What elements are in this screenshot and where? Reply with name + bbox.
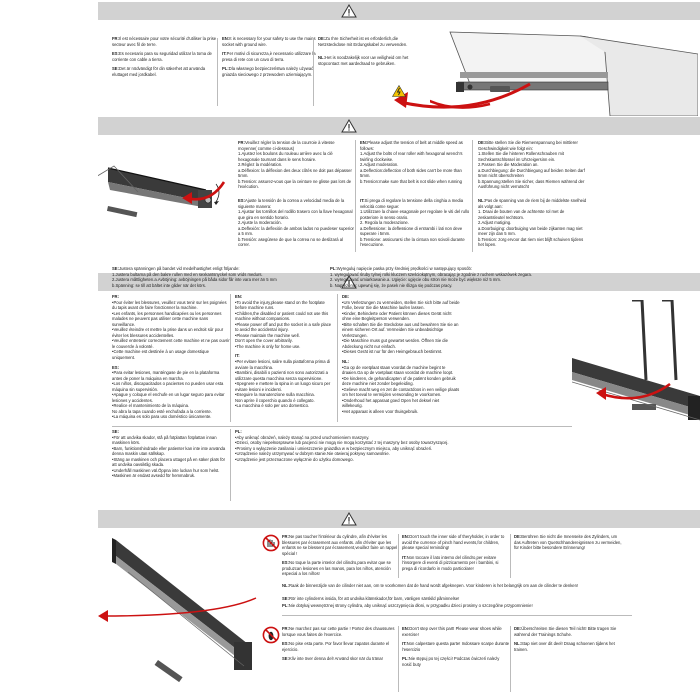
instruction-text: 2.Adjust matiging.	[478, 220, 512, 226]
instruction-text: Überschreiten Sie diesen Teil nicht! Bitte tragen Sie während der Trainings Schuhe.	[514, 626, 617, 637]
language-label: IT:	[360, 198, 365, 203]
instruction-text: •Urządzenie jest przeznaczone wyłącznie do użytku domowego.	[235, 456, 354, 462]
instruction-text: 1.Ajustez les boulons du rouleau arrière avec la clé hexagonale tournant dans le sens horaire.	[238, 151, 333, 162]
instruction-text: Veuillez régler la tension de la courroie à vitesse moyenne( comme ci-dessous)	[238, 140, 335, 151]
instruction-text: •De kinderen, de gehandicapten of de patiënt konden gebruik deze machine niet zonder begeleiding.	[342, 375, 456, 387]
s4-se2	[282, 656, 400, 662]
s4-fr2	[282, 626, 400, 637]
language-label: IT:	[235, 353, 240, 359]
instruction-text: •Children,the disabled or patient could not use this machine without companions.	[235, 310, 329, 322]
s3-col-3	[342, 294, 460, 418]
language-label: EN:	[222, 36, 230, 41]
instruction-text: 1.Utilizzare la chiave esagonale per regolare le viti del rullo posteriore in senso orario.	[360, 209, 470, 220]
instruction-text: •Underhåll maskinen väl.Öppna inte luckan hur som helst.	[112, 467, 220, 473]
instruction-text: b.Spänning: se till att bältet inte glider när det körs.	[112, 282, 207, 288]
instruction-text: a.Doorbuiging: doorbuiging van beide zijkanten mag niet meer zijn dan 5 mm.	[478, 225, 583, 237]
instruction-text: •Kinder, Behinderte oder Patient können dieses Gerät nicht ohne eine Begleitperson verwenden.	[342, 310, 452, 322]
language-label: SE:	[282, 656, 289, 662]
instruction-text: 1.Justera bultarna på den bakre rullen med en sexkantsnyckel som vrids medurs.	[112, 271, 263, 277]
instruction-text: Bitte stellen Sie die Riemenspannung bei mittlerer Geschwindigkeit wie folgt ein:	[478, 140, 578, 151]
instruction-text: Il est nécessaire pour votre sécurité d'utiliser la prise secteur avec fil de terre.	[112, 36, 217, 47]
instruction-text: Dla własnego bezpieczeństwa należy używać gniazda sieciowego z przewodem uziemiającym.	[222, 66, 314, 77]
s1-col-1	[112, 36, 220, 81]
s3-col-2	[235, 294, 335, 413]
language-label: FR:	[112, 36, 119, 41]
s3-it	[235, 353, 335, 408]
instruction-text: Wyreguluj napięcie paska przy średniej prędkości w następujący sposób:	[336, 266, 472, 271]
s4-it2	[402, 641, 510, 652]
instruction-text: It is necessary for your safety to use the mains socket with ground wire.	[222, 36, 316, 47]
s3-pl	[235, 429, 575, 462]
s2-en	[360, 140, 472, 184]
language-label: EN:	[235, 294, 243, 299]
s2-col-3	[478, 140, 590, 194]
language-label: DE:	[478, 140, 486, 145]
instruction-text: 2. Regola la moderazione.	[360, 220, 409, 226]
instruction-text: Es necesario para su seguridad utilizar la toma de corriente con cable a tierra.	[112, 51, 212, 62]
instruction-text: Zu Ihre Sicherheit ist es erforderlich,die Netzsteckdose mit Erdungskabel zu verwenden.	[318, 36, 408, 47]
s2-se	[112, 266, 327, 288]
language-label: EN:	[360, 140, 368, 145]
instruction-text: Don't open the cover arbitrarily.	[235, 338, 293, 344]
instruction-text: 1. Draai de bouten van de achterste rol met de zeskantsleutel rechtsom.	[478, 209, 565, 220]
instruction-text: •Apague y coloque el enchufe en un lugar seguro para evitar lesiones y accidentes.	[112, 392, 225, 403]
instruction-text: •Stäng av maskinen och placera uttaget på en säker plats för att undvika oavsiktlig skada.	[112, 456, 225, 468]
s4-col-2	[402, 534, 510, 575]
s3-de	[342, 294, 460, 355]
language-label: IT:	[222, 51, 227, 57]
s2-de	[478, 140, 590, 190]
language-label: NL:	[514, 641, 521, 647]
instruction-text: •Barn, funktionshindrade eller patienter kan inte inte använda denna maskin utan sällskap.	[112, 445, 226, 457]
language-label: ES:	[282, 560, 289, 566]
instruction-text: Don't step over this part! Please wear shoes while exercise!	[402, 626, 502, 637]
instruction-text: •Aby uniknąć obrażeń, należy stanąć na przed uruchomieniem maszyny.	[235, 434, 370, 440]
instruction-text: 1. wyregulować śruby tylnej rolki kluczem sześciokątnym, obracając je zgodnie z ruchem wskazówek zegara.	[330, 271, 533, 277]
language-label: EN:	[402, 626, 410, 631]
instruction-text: •Onderhoud het apparaat goed Open het deksel niet willekeurig.	[342, 397, 440, 409]
s4-col-1	[282, 534, 400, 581]
s3-nl	[342, 359, 460, 414]
instruction-text: •Pour éviter les blessures, veuillez vous tenir sur les poignées du tapis avant de faire fonctionner la machine.	[112, 299, 227, 311]
language-label: SE:	[282, 596, 289, 601]
instruction-text: 2.Réglez la modération.	[238, 162, 283, 168]
language-label: PL:	[235, 429, 242, 434]
warning-band-4	[98, 510, 700, 528]
instruction-text: Raak de binnenzijde van de cilinder niet aan, om te voorkomen dat de hand wordt afgeknepen. Voor kinderen is het belangrijk om aan de cilinder te denken!	[288, 583, 579, 588]
language-label: DE:	[514, 626, 522, 631]
instruction-text: Don't touch the inner side of theryholder, in order to avoid the currence of pinch hand events,for children, please special reminding!	[402, 534, 505, 551]
warning-band-2	[98, 117, 700, 135]
instruction-text: •Veuillez entretenir correctement cette machine et ne pas ouvrir le couvercle à volonté.	[112, 338, 230, 349]
instruction-text: 1.Adjust the bolts of rear roller with hexagonal wrench's twirling clockwise.	[360, 151, 463, 162]
instruction-text: b.Tension: zorg ervoor dat riem niet blijft schuiven tijdens het lopen.	[478, 236, 584, 248]
instruction-text: Non toccare il lato interno del cilindro,per evitare l'insorgere di eventi di pizzicamento per i bambini, si prega di ricordarlo in modo particolare!	[402, 554, 499, 571]
instruction-text: •Um Verletzungen zu vermeiden, stellen Sie sich bitte auf beide Füße, bevor Sie die Maschine laufen lassen.	[342, 299, 460, 311]
instruction-text: 2.Adjust moderation.	[360, 162, 399, 168]
instruction-text: a.Durchbiegung: die Durchbiegung auf beiden Seiten darf 5mm nicht überschreiten	[478, 167, 585, 179]
instruction-text: •Prosimy o wyłączenie zasilania i umieszczenie gniazdka w w bezpiecznym miejscu, aby uniknąć obrażeń.	[235, 445, 433, 451]
instruction-text: Justera spänningen på bandet vid medelhastighet enligt följande:	[118, 266, 240, 271]
instruction-text: a.Deflection:deflection of both sides can't be more than 5mm.	[360, 167, 462, 179]
language-label: EN:	[402, 534, 410, 539]
language-label: FR:	[282, 626, 289, 631]
red-arrow-1	[380, 78, 550, 118]
instruction-text: •Les enfants, les personnes handicapées ou les personnes malades ne peuvent pas utiliser cette machine sans surveillance.	[112, 310, 222, 327]
s1-col-3	[318, 36, 414, 70]
s4-en1	[402, 534, 510, 551]
s3-se	[112, 429, 227, 479]
instruction-text: a.Deflessione: la deflessione di entrambi i lati non deve superare i 5mm.	[360, 225, 463, 237]
warning-triangle-icon	[341, 511, 357, 527]
s3-col-1	[112, 294, 230, 424]
instruction-text: Pas de spanning van de riem bij de middelste snelheid als volgt aan:	[478, 198, 587, 209]
instruction-text: 2.Justera måttligheten.a.Avböjning: avböjningen på båda sidor får inte vara mer än 5 mm	[112, 277, 277, 283]
instruction-text: Kliv inte över denna del! Använd skor när du tränar	[288, 656, 384, 662]
s2-col-1	[238, 140, 354, 194]
instruction-text: •Spegnere e mettere la spina in un luogo sicuro per evitare lesioni e incidenti.	[235, 381, 331, 392]
instruction-text: 2.Ajuste la moderación.	[238, 220, 282, 226]
s4-se1	[282, 596, 662, 602]
s4-fr1	[282, 534, 400, 556]
instruction-text: •Please maintain the machine well.	[235, 332, 300, 338]
instruction-text: Het is noodzakelijk voor uw veiligheid om het stopcontact met aardedraad te gebruiken.	[318, 55, 409, 66]
language-label: ES:	[282, 641, 289, 647]
language-label: NL:	[282, 583, 289, 588]
warning-triangle-icon	[341, 118, 357, 134]
instruction-text: •Eseguire la manutenzione sulla macchina.	[235, 392, 315, 398]
instruction-text: b.Tension:make sure that belt is not slide when running	[360, 178, 462, 184]
s1-col-2	[222, 36, 318, 81]
red-arrow-2	[180, 174, 230, 210]
instruction-text: •För att undvika skador, stå på fotplattan fotplattan innan maskinen körs.	[112, 434, 217, 446]
s2-col-2	[360, 140, 472, 188]
s4-es1	[282, 560, 400, 577]
instruction-text: •Bitte schalten Sie die Steckdose aus und bewahren Sie sie an einem sicheren Ort auf. Vermeiden Sie unbeabsichtige Verletzungen.	[342, 321, 459, 338]
language-label: DE:	[318, 36, 326, 41]
instruction-text: 1.Ajustar los tornillos del rodillo trasero con la llave hexagonal que gira en sentido horario.	[238, 209, 353, 220]
instruction-text: •Ga op de voetplaat staan voordat de machine begint te draaien.Ga op de voetplaat staan voordat de machine loopt.	[342, 364, 454, 376]
s2-fr	[238, 140, 354, 190]
instruction-text: Det är nödvändigt för din säkerhet att använda eluttaget med jordkabel.	[112, 66, 206, 77]
s2-it	[360, 198, 472, 248]
red-arrow-4	[96, 594, 266, 628]
language-label: NL:	[318, 55, 325, 61]
instruction-text: Non aprire il coperchio quando è collegato.	[235, 397, 315, 403]
language-label: DE:	[514, 534, 522, 539]
instruction-text: •La macchina è solo per uso domestico.	[235, 403, 310, 409]
s1-pl	[222, 66, 318, 77]
s4-es2	[282, 641, 400, 652]
instruction-text: Per motivi di sicurezza,è necessario utilizzare la presa di rete con un cavo di terra.	[222, 51, 316, 62]
instruction-text: •Los niños, discapacitados o pacientes no pueden usar esta máquina sin supervisión.	[112, 381, 224, 392]
instruction-text: Si prega di regolare la tensione della cinghia a media velocità come segue:	[360, 198, 464, 209]
instruction-text: No pise esta parte. Por favor llevar zapatos durante el ejercicio.	[282, 641, 390, 652]
s4-de2	[514, 626, 624, 637]
language-label: DE:	[342, 294, 350, 299]
language-label: ES:	[112, 364, 119, 370]
language-label: NL:	[342, 359, 349, 365]
no-step-sign-icon	[262, 626, 280, 644]
instruction-text: b.Tension: assurez-vous que la ceinture ne glisse pas lors de l'exécution.	[238, 178, 352, 190]
s3-fr	[112, 294, 230, 361]
language-label: FR:	[282, 534, 289, 539]
language-label: FR:	[112, 294, 119, 299]
instruction-text: •Realice el mantenimiento de la máquina.	[112, 403, 190, 409]
instruction-text: b.Tensión: asegúrese de que la correa no se deslizará al correr.	[238, 236, 343, 248]
instruction-text: a.Déflexion: la déflexion des deux côtés ne doit pas dépasser 5mm.	[238, 167, 352, 179]
language-label: ES:	[238, 198, 245, 203]
language-label: NL:	[478, 198, 485, 203]
s2-col-3b	[478, 198, 590, 252]
instruction-text: •Veuillez éteindre et mettre la prise dans un endroit sûr pour éviter les blessures accidentelles.	[112, 327, 224, 338]
language-label: PL:	[402, 656, 409, 662]
s1-se	[112, 66, 220, 77]
instruction-text: b. Naprężenie: upewnij się, że pasek nie ślizga się podczas pracy.	[330, 282, 453, 288]
instruction-text: •The machine is only for home use.	[235, 343, 301, 349]
instruction-text: No toque la parte interior del cilindro,para evitar que se produzcan lesiones en las manos, para los niños, atención especial a los niños!	[282, 560, 391, 577]
s2-col-1b	[238, 198, 354, 252]
s4-pl2	[402, 656, 510, 667]
s4-it1	[402, 555, 510, 572]
s4-col-3	[514, 534, 624, 555]
instruction-text: Non calpestare questa parte! Indossare scarpe durante l'esercizio	[402, 641, 510, 652]
electric-hazard-icon	[392, 85, 406, 97]
instruction-text: 1.Stellen Sie die hinteren Rollenschrauben mit Sechskantschlüssel im Uhrzeigersinn ein.	[478, 151, 564, 162]
instruction-text: •Die Maschine muss gut gewartet werden. Öffnen Sie die Abdeckung nicht nur einfach.	[342, 338, 448, 349]
s1-fr	[112, 36, 220, 47]
s4-nl2	[514, 641, 624, 652]
instruction-text: Nie stępuj po tej części! Podczas ćwiczeń należy nosić buty	[402, 656, 500, 667]
s3-es	[112, 365, 230, 420]
instruction-text: •La máquina es solo para uso doméstico únicamente.	[112, 414, 212, 420]
instruction-text: Ajuste la tensión de la correa a velocidad media de la siguiente manera:	[238, 198, 345, 209]
s2-nl	[478, 198, 590, 248]
s4-pl1	[282, 603, 662, 609]
s4-col-3b	[514, 626, 624, 656]
instruction-text: Stap niet over dit deel! Draag schoenen tijdens het trainen.	[514, 641, 615, 652]
s1-en	[222, 36, 318, 47]
s2-pl	[330, 266, 690, 288]
s2-es	[238, 198, 354, 248]
instruction-text: Nie dotykaj wewnętrznej strony cylindra, aby uniknąć uszczypnięcia dłoni, w przypadku dzieci prosimy o szczególne przypomnienie!	[288, 603, 533, 608]
language-label: IT:	[402, 554, 407, 560]
language-label: FR:	[238, 140, 245, 145]
instruction-text: •Dieses Gerät ist nur für den Heimgebrauch bestimmt.	[342, 349, 443, 355]
language-label: PL:	[222, 66, 229, 72]
instruction-text: •Gelieve macht weg en zet de contactdoos in een veilige plaats om het toeval te vermijden verwonding te voorkomen.	[342, 386, 460, 398]
instruction-text: •Maskinen är endast avsedd för hemmabruk.	[112, 473, 196, 479]
instruction-text: •Bambini, disabili o pazienti non sono autorizzati a utilizzare questa macchina senza supervisione.	[235, 370, 328, 381]
instruction-text: Rör inte cylinderns insida, för att undvika klämskador,för barn, vänligen särskild påminnelse!	[288, 596, 460, 601]
instruction-text: •Per evitare lesioni, salire sulla piattaforma prima di avviare la macchina.	[235, 359, 331, 370]
instruction-text: Berühren Sie nicht die Innenseite des Zylinders, um das Auftreten von Quetschhandereignissen zu vermeiden, für Kinder bitte besondere Erinnerung!	[514, 534, 622, 551]
red-arrow-3	[590, 374, 680, 408]
language-label: ES:	[112, 51, 119, 57]
instruction-text: 2.Passen Sie die Moderation an.	[478, 162, 539, 168]
s4-col-1b	[282, 626, 400, 666]
s1-it	[222, 51, 318, 62]
s4-en2	[402, 626, 510, 637]
instruction-text: No abra la tapa cuando esté enchufada a la corriente.	[112, 408, 212, 414]
instruction-text: a.Deflexión: la deflexión de ambos lados no puedeser superior a 5 mm.	[238, 225, 354, 237]
warning-triangle-icon	[341, 3, 357, 19]
instruction-text: Ne pas toucher l'intérieur du cylindre, afin d'éviter les blessures par écrasement aux enfants. afin d'éviter que les enfants ne se blessent par écrasement,veuillez faire un rappel spécial !	[282, 534, 398, 556]
language-label: PL:	[282, 603, 289, 608]
instruction-text: Please adjust the tension of belt at middle speed as follows:	[360, 140, 463, 151]
instruction-text: b.Spannung:stellen Sie sicher, dass Riemen während der Ausführung nicht verrutscht	[478, 178, 585, 190]
s1-es	[112, 51, 220, 62]
instruction-text: 2. wyregulować umiarkowanie.a. Ugięcie: ugięcie obu stron nie może być większe niż 5 mm.	[330, 277, 502, 283]
language-label: IT:	[402, 641, 407, 647]
s1-de	[318, 36, 414, 47]
instruction-text: •Urządzenie należy utrzymywać w dobrym stanie.Nie otwieraj pokrywy samowolnie.	[235, 451, 390, 457]
s1-nl	[318, 55, 414, 66]
s3-en	[235, 294, 335, 349]
instruction-text: •Dzieci, osoby niepełnosprawne lub pacjenci nie mogą nie mogą korzystać z tej maszyny bez osoby towarzyszącej.	[235, 440, 449, 446]
s4-nl1	[282, 583, 662, 589]
s4-col-2b	[402, 626, 510, 671]
instruction-text: •Please power off and put the socket in a safe place to avoid the accidental injury.	[235, 321, 332, 333]
instruction-text: Ne marchez pas sur cette partie ! Portez des chaussures lorsque vous faites de l'exercice.	[282, 626, 395, 637]
instruction-text: b.Tensione: assicurarsi che la cintura non scivoli durante l'esecuzione.	[360, 236, 465, 248]
instruction-text: •To avoid the injury,please stand on the footplate before machine runs.	[235, 299, 325, 311]
s4-de1	[514, 534, 624, 551]
language-label: SE:	[112, 429, 119, 434]
instruction-text: •Het apparaat is alleen voor thuisgebruik.	[342, 408, 419, 414]
language-label: SE:	[112, 266, 119, 271]
s2-col-2b	[360, 198, 472, 252]
instruction-text: •Para evitar lesiones, manténgase de pie en la plataforma antes de poner la máquina en marcha.	[112, 370, 220, 381]
no-touch-sign-icon	[262, 534, 280, 552]
warning-band-1	[98, 2, 700, 20]
language-label: PL:	[330, 266, 337, 271]
instruction-text: •Cette machine est destinée à un usage domestique uniquement.	[112, 349, 209, 361]
language-label: SE:	[112, 66, 119, 72]
